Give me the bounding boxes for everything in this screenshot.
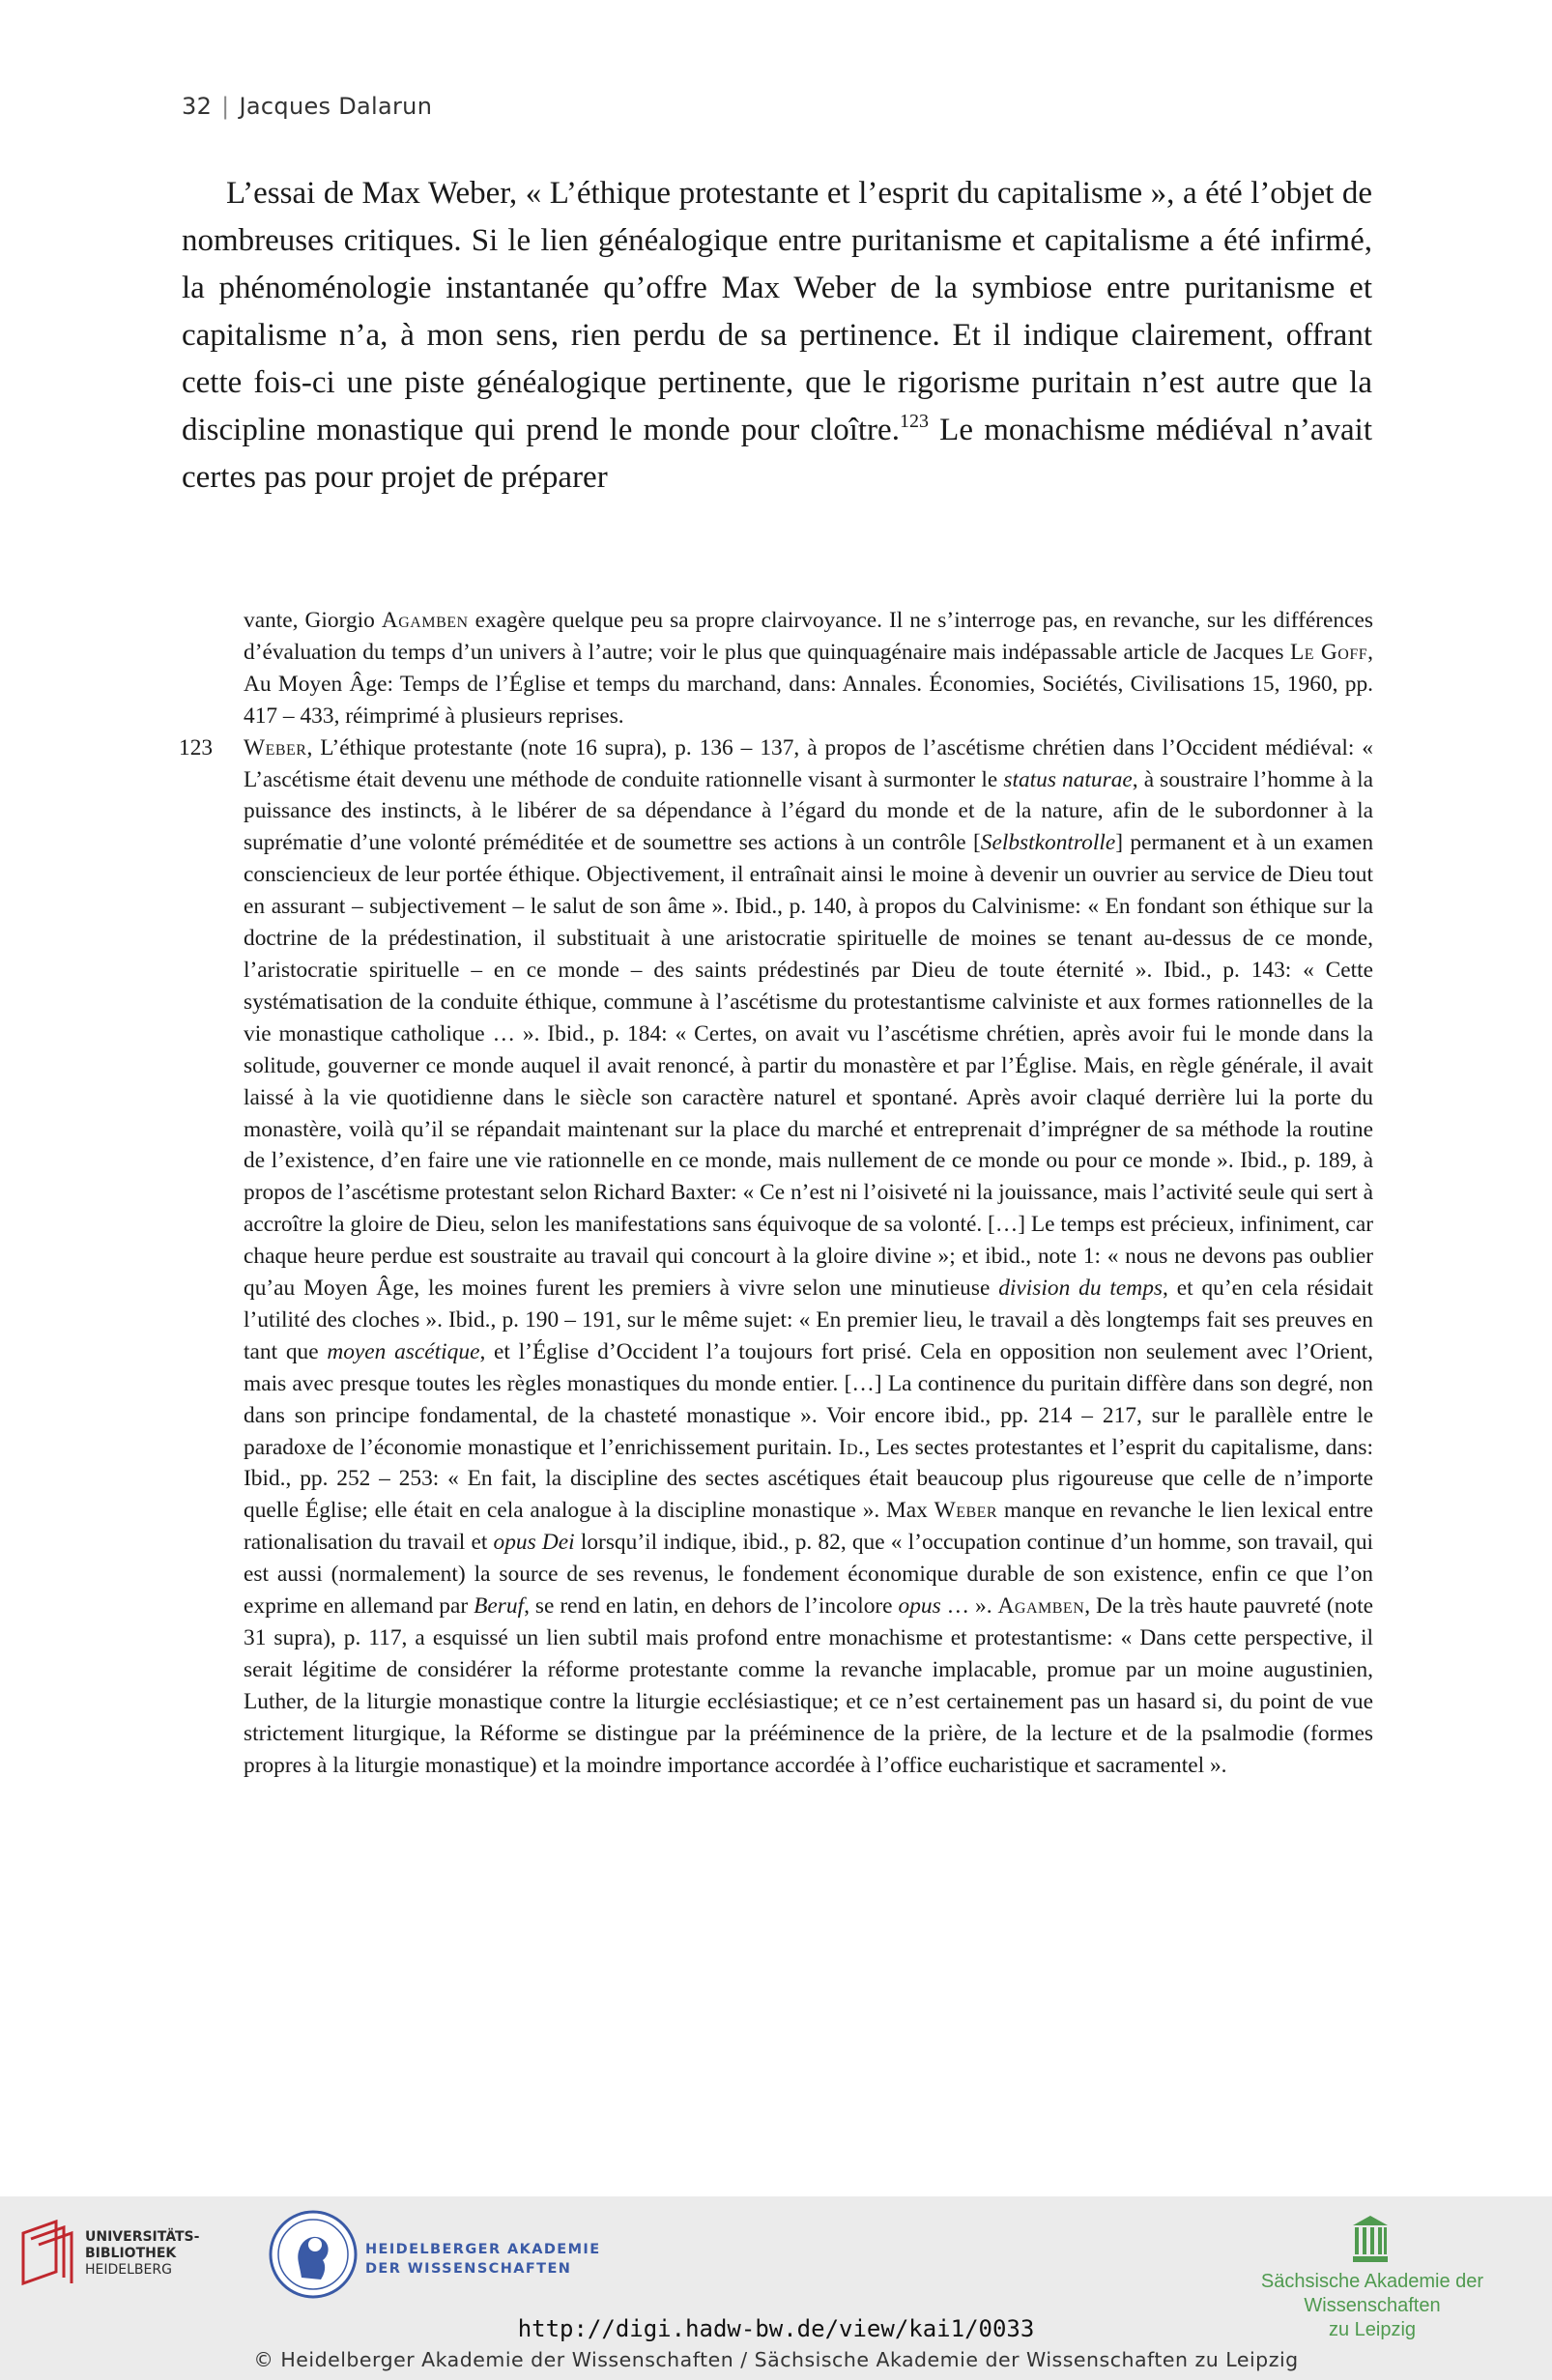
footnote-text: ] permanent et à un examen consciencieux de leur portée éthique. Objectivement, il entraînait ainsi le moine à devenir un ouvrier au service de Dieu tout en assurant – subjectivement – le salut de son âme ». Ibid., p. 140, à propos du Calvinisme: « En fondant son éthique sur la doctrine de la prédestination, il substituait à une aristocratie spirituelle de moines se tenant au-dessus de ce monde, l’aristocratie spirituelle – en ce monde – des saints prédestinés par Dieu de toute éternité ». Ibid., p. 143: « Cette systématisation de la conduite éthique, commune à l’ascétisme du protestantisme calviniste et aux formes rationnelles de la vie monastique catholique … ». Ibid., p. 184: « Certes, on avait vu l’ascétisme chrétien, après avoir fui le monde dans la solitude, gouverner ce monde auquel il avait renoncé, à partir du monastère et par l’Église. Mais, en règle générale, il avait laissé à la vie quotidienne dans le siècle son caractère naturel et spontané. Après avoir claqué derrière lui la porte du monastère, voilà qu’il se répandait maintenant sur la place du marché et entreprenait d’imprégner de sa méthode la routine de l’existence, d’en faire une vie rationnelle en ce monde, mais nullement de ce monde ou pour ce monde ». Ibid., p. 189, à propos de l’ascétisme protestant selon Richard Baxter: « Ce n’est ni l’oisiveté ni la jouissance, mais l’activité seule qui sert à accroître la gloire de Dieu, selon les manifestations sans équivoque de sa volonté. […] Le temps est précieux, infiniment, car chaque heure perdue est soustraite au travail qui concourt à la gloire divine »; et ibid., note 1: « nous ne devons pas oublier qu’au Moyen Âge, les moines furent les premiers à vivre selon une minutieuse bbox=[244, 830, 1374, 1302]
saw-line: zu Leipzig bbox=[1328, 2319, 1417, 2340]
author-name: Agamben bbox=[997, 1593, 1085, 1620]
saw-building-icon bbox=[1351, 2214, 1390, 2264]
italic-term: Beruf bbox=[474, 1593, 525, 1620]
permalink-url[interactable]: http://digi.hadw-bw.de/view/kai1/0033 bbox=[517, 2315, 1035, 2342]
footnote-123 bbox=[179, 732, 1373, 1782]
body-text bbox=[182, 170, 1372, 502]
footnote-text: , De la très haute pauvreté (note 31 supra), p. 117, a esquissé un lien subtil mais profond entre monachisme et protestantisme: « Dans cette perspective, il serait légitime de considérer la réforme protestante comme la revanche implacable, promue par un moine augustinien, Luther, de la liturgie monastique contre la liturgie ecclésiastique; et ce n’est certainement pas un hasard si, du point de vue strictement liturgique, la Réforme se distingue par la prééminence de la prière, de la lecture et de la psalmodie (formes propres à la liturgie monastique) et la moindre importance accordée à l’office eucharistique et sacramentel ». bbox=[244, 1593, 1373, 1778]
saw-line: Sächsische Akademie der Wissenschaften bbox=[1260, 2271, 1484, 2316]
footnote-text: exagère quelque peu sa propre clairvoyance. Il ne s’interroge pas, en revanche, sur les différences d’évaluation du temps d’un univers à l’autre; voir le plus que quinquagénaire mais indépassable article de Jacques bbox=[244, 608, 1373, 665]
hadw-logo-text bbox=[365, 2240, 601, 2279]
body-text-run: Le monachisme médiéval n’avait certes pas pour projet de préparer bbox=[182, 413, 1372, 495]
italic-term: opus Dei bbox=[493, 1530, 575, 1556]
italic-term: division du temps bbox=[998, 1276, 1163, 1302]
footnote-continuation bbox=[179, 605, 1373, 732]
ub-heidelberg-logo[interactable] bbox=[17, 2214, 201, 2291]
footnote-text: , à soustraire l’homme à la puissance des instincts, à le libérer de sa dépendance à l’égard du monde et de la nature, afin de le subordonner à la suprématie d’une volonté préméditée et de soumettre ses actions à un contrôle [ bbox=[244, 766, 1373, 856]
footnote-text: , et qu’en cela résidait l’utilité des cloches ». Ibid., p. 190 – 191, sur le même sujet: « En premier lieu, le travail a dès longtemps fait ses preuves en tant que bbox=[244, 1276, 1373, 1364]
footnotes bbox=[179, 605, 1373, 1782]
author-name: Weber bbox=[244, 734, 307, 760]
author-name: Le Goff bbox=[1289, 639, 1368, 665]
footnote-text: lorsqu’il indique, ibid., p. 82, que « l’occupation continue d’un homme, son travail, qui est aussi (normalement) la source de ses revenus, le fondement économique durable de son existence, enfin ce que l’on exprime en allemand par bbox=[244, 1530, 1374, 1620]
author-name: Id. bbox=[838, 1434, 865, 1460]
hadw-line: DER WISSENSCHAFTEN bbox=[365, 2261, 572, 2277]
footnote-text: vante, Giorgio bbox=[244, 608, 382, 633]
footnote-text: , Au Moyen Âge: Temps de l’Église et temps du marchand, dans: Annales. Économies, Sociétés, Civilisations 15, 1960, pp. 417 – 433, réimprimé à plusieurs reprises. bbox=[244, 639, 1373, 729]
ub-line: UNIVERSITÄTS- bbox=[85, 2229, 200, 2245]
footnote-number: 123 bbox=[179, 734, 214, 760]
italic-term: moyen ascétique bbox=[327, 1338, 480, 1364]
running-header bbox=[182, 93, 432, 120]
italic-term: opus bbox=[898, 1593, 941, 1620]
ub-logo-text bbox=[85, 2229, 199, 2279]
italic-term: Selbstkontrolle bbox=[980, 830, 1116, 856]
footnote-reference-123[interactable]: 123 bbox=[899, 411, 929, 432]
ub-line: BIBLIOTHEK bbox=[85, 2246, 177, 2261]
footnote-text: … ». bbox=[940, 1593, 998, 1620]
author-name: Weber bbox=[934, 1498, 998, 1524]
academy-seal-icon bbox=[267, 2208, 359, 2301]
copyright-notice: © Heidelberger Akademie der Wissenschaften / Sächsische Akademie der Wissenschaften zu Leipzig bbox=[253, 2348, 1299, 2371]
italic-term: status naturae bbox=[1003, 766, 1133, 792]
ub-line: HEIDELBERG bbox=[85, 2262, 172, 2278]
body-text-run: L’essai de Max Weber, « L’éthique protestante et l’esprit du capitalisme », a été l’objet de nombreuses critiques. Si le lien généalogique entre puritanisme et capitalisme a été infirmé, la phénoménologie instantanée qu’offre Max Weber de la symbiose entre puritanisme et capitalisme n’a, à mon sens, rien perdu de sa pertinence. Et il indique clairement, offrant cette fois-ci une piste généalogique pertinente, que le rigorisme puritain n’est autre que la discipline monastique qui prend le monde pour cloître. bbox=[182, 176, 1372, 447]
footnote-text: , se rend en latin, en dehors de l’incolore bbox=[524, 1593, 899, 1620]
author-name: Agamben bbox=[381, 608, 469, 633]
body-paragraph bbox=[182, 170, 1372, 502]
footnote-text: , L’éthique protestante (note 16 supra), p. 136 – 137, à propos de l’ascétisme chrétien dans l’Occident médiéval: « L’ascétisme était devenu une méthode de conduite rationnelle visant à surmonter le bbox=[244, 734, 1373, 792]
footnote-text: manque en revanche le lien lexical entre rationalisation du travail et bbox=[244, 1498, 1373, 1556]
running-author: Jacques Dalarun bbox=[239, 93, 433, 120]
page-number: 32 bbox=[182, 93, 213, 120]
header-separator: | bbox=[221, 93, 230, 120]
hadw-logo[interactable] bbox=[267, 2208, 615, 2314]
footnote-text: , Les sectes protestantes et l’esprit du capitalisme, dans: Ibid., pp. 252 – 253: « En fait, la discipline des sectes ascétiques était beaucoup plus rigoureuse que celle de n’importe quelle Église; elle était en cela analogue à la discipline monastique ». Max bbox=[244, 1434, 1373, 1524]
hadw-line: HEIDELBERGER AKADEMIE bbox=[365, 2242, 601, 2257]
ub-logo-icon bbox=[17, 2214, 75, 2291]
footnote-text: , et l’Église d’Occident l’a toujours fort prisé. Cela en opposition non seulement avec l’Orient, mais avec presque toutes les règles monastiques du monde entier. […] La continence du puritain diffère dans son degré, non dans son principe fondamental, de la chasteté monastique ». Voir encore ibid., pp. 214 – 217, sur le parallèle entre le paradoxe de l’économie monastique et l’enrichissement puritain. bbox=[244, 1338, 1373, 1460]
